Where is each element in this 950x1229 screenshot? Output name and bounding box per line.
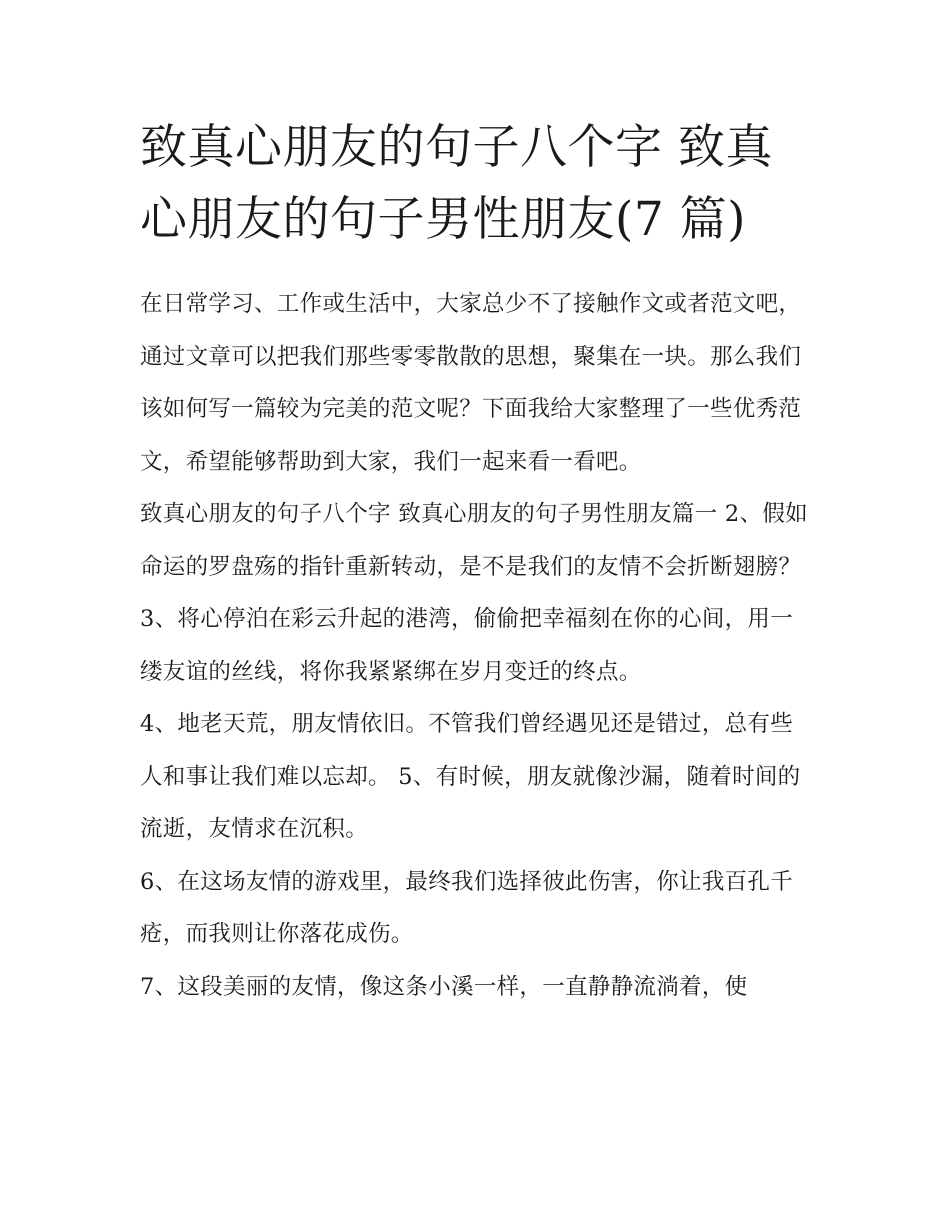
paragraph: 在日常学习、工作或生活中，大家总少不了接触作文或者范文吧，通过文章可以把我们那些零零散散的思想，聚集在一块。那么我们该如何写一篇较为完美的范文呢？下面我给大家整理了一些优秀范文，希望能够帮助到大家，我们一起来看一看吧。	[140, 291, 802, 475]
paragraph: 4、地老天荒，朋友情依旧。不管我们曾经遇见还是错过，总有些人和事让我们难以忘却。 5、有时候，朋友就像沙漏，随着时间的流逝，友情求在沉积。	[140, 711, 801, 842]
document-title: 致真心朋友的句子八个字 致真心朋友的句子男性朋友(7 篇)	[140, 120, 773, 247]
document-page	[140, 112, 815, 1013]
paragraph: 3、将心停泊在彩云升起的港湾，偷偷把幸福刻在你的心间，用一缕友谊的丝线，将你我紧紧绑在岁月变迁的终点。	[140, 606, 794, 685]
paragraph: 7、这段美丽的友情，像这条小溪一样，一直静静流淌着，使	[140, 973, 748, 1000]
document-body	[140, 278, 815, 1013]
paragraph: 6、在这场友情的游戏里，最终我们选择彼此伤害，你让我百孔千疮，而我则让你落花成伤。	[140, 868, 794, 947]
paragraph: 致真心朋友的句子八个字 致真心朋友的句子男性朋友篇一 2、假如命运的罗盘殇的指针重新转动，是不是我们的友情不会折断翅膀？	[140, 501, 808, 580]
